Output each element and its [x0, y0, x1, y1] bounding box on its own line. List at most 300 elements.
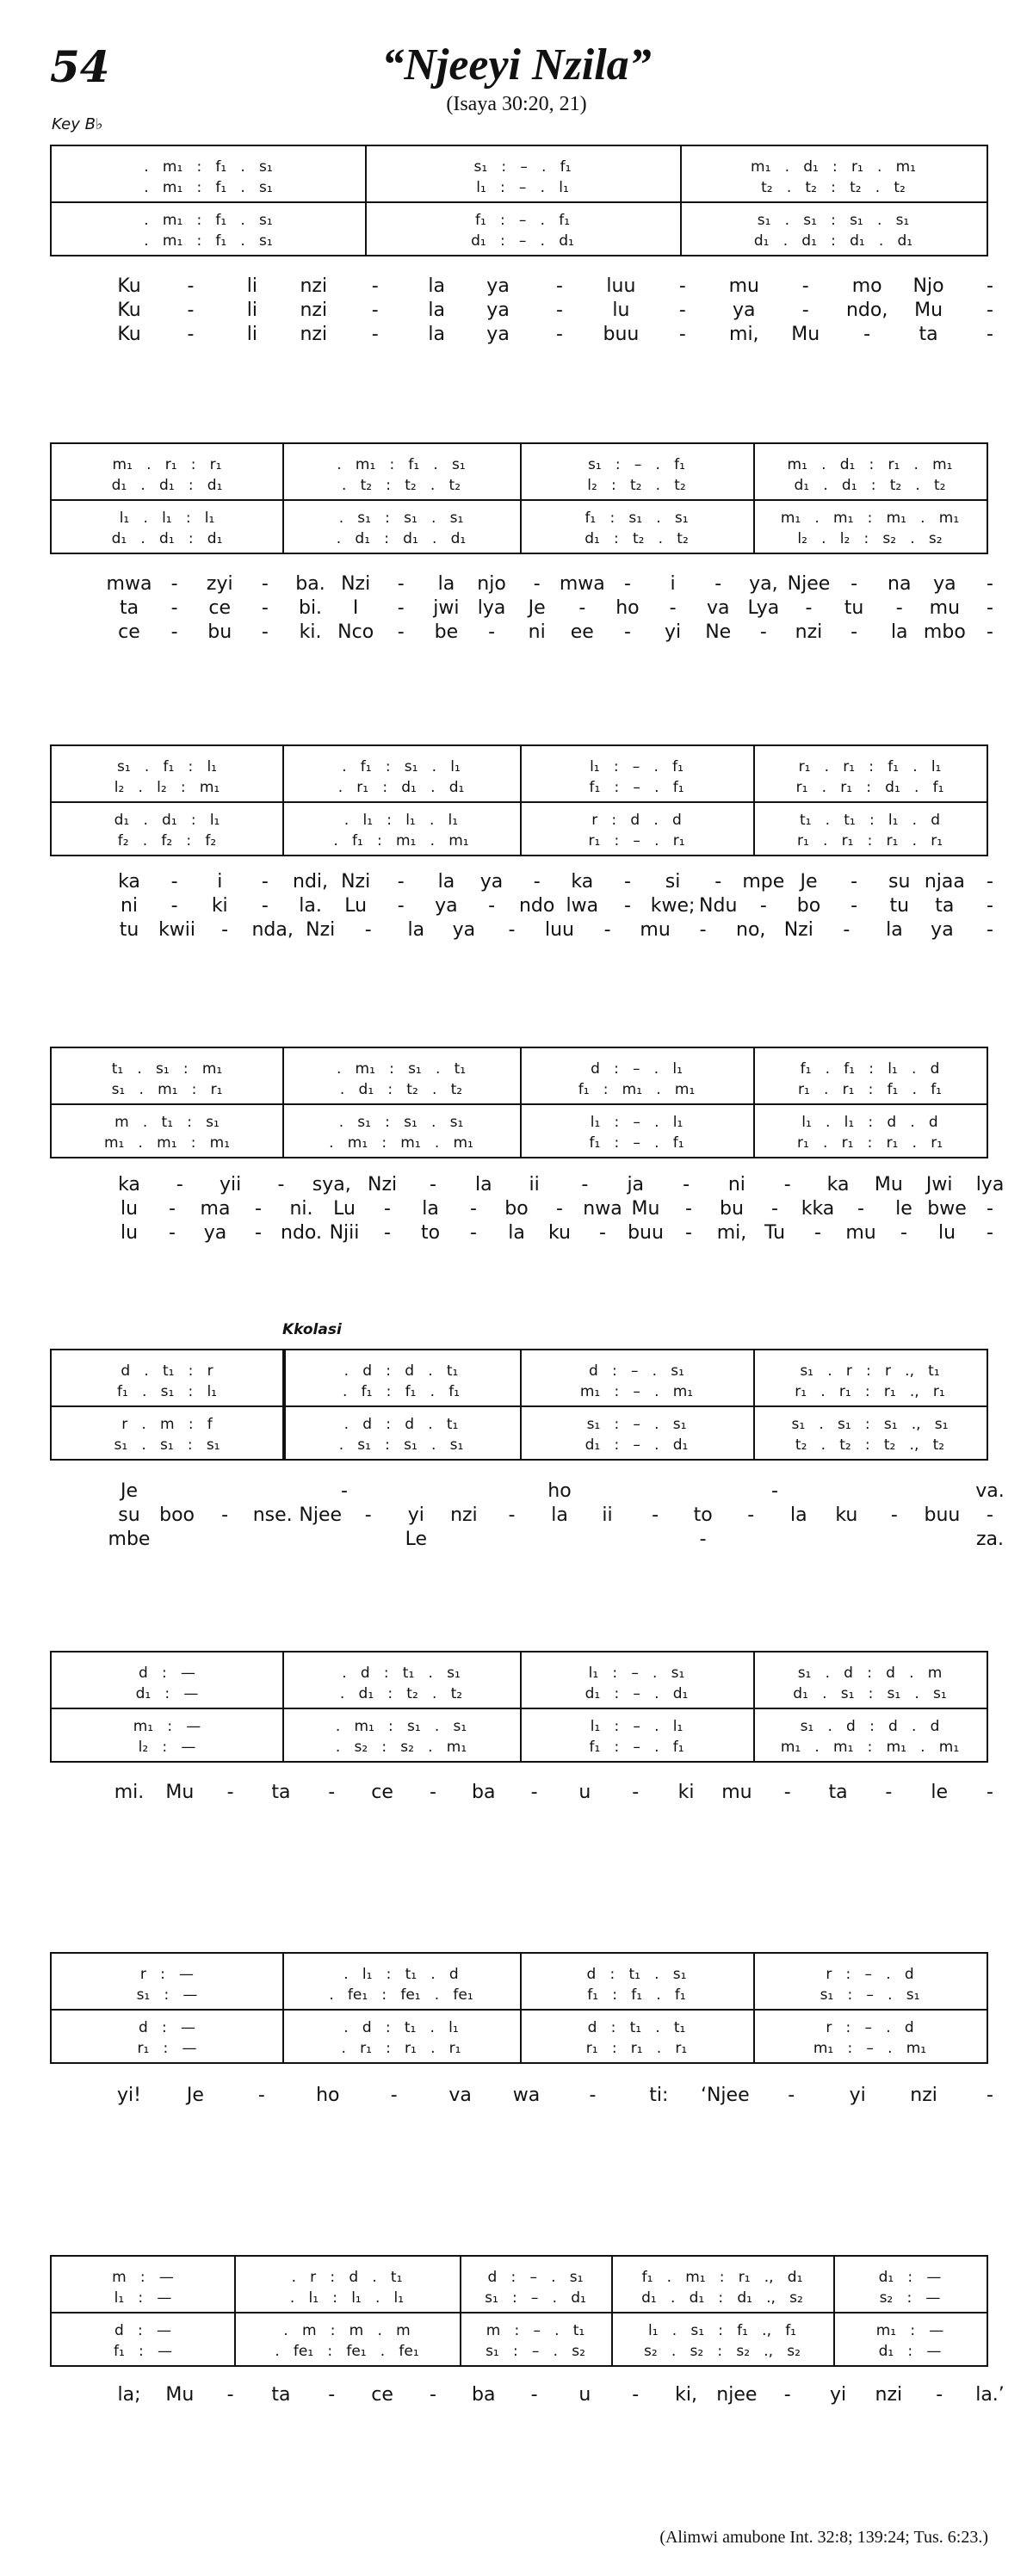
lyric-syllable: -: [987, 324, 993, 345]
lyric-syllable: -: [801, 300, 809, 321]
solfa-measure: l₂ : —: [138, 1739, 196, 1756]
voice-part-row: [52, 2341, 987, 2362]
solfa-measure: f₁ : – . f₁: [589, 1134, 684, 1152]
lyric-syllable: -: [851, 621, 858, 643]
voice-part-row: [52, 157, 987, 177]
solfa-measure: l₁ . s₁ : f₁ ., f₁: [647, 2322, 797, 2339]
lyric-syllable: -: [987, 871, 993, 893]
lyric-line: [0, 2382, 1033, 2408]
solfa-measure: s₁ : – . s₁: [820, 1986, 920, 2004]
lyric-syllable: -: [851, 895, 858, 917]
solfa-measure: d₁ : – . d₁: [471, 232, 574, 250]
lyric-syllable: -: [533, 573, 541, 595]
lyric-syllable: kwe;: [650, 895, 696, 917]
lyric-syllable: ki.: [299, 621, 322, 643]
lyric-line: [0, 1172, 1033, 1198]
lyric-syllable: yii: [220, 1174, 242, 1195]
lyric-syllable: to: [420, 1222, 441, 1244]
lyric-syllable: Ku: [117, 324, 141, 345]
lyric-syllable: lu: [937, 1222, 956, 1244]
lyric-syllable: -: [556, 1198, 563, 1220]
lyric-syllable: la.’: [975, 2384, 1005, 2406]
lyric-syllable: Nzi: [783, 919, 813, 941]
lyric-syllable: -: [814, 1222, 821, 1244]
lyric-syllable: zyi: [206, 573, 233, 595]
solfa-measure: r₁ : – . r₁: [588, 832, 685, 849]
voice-part-row: [52, 831, 987, 851]
lyric-syllable: -: [328, 1782, 336, 1803]
lyric-syllable: -: [900, 1222, 907, 1244]
voice-part-row: [52, 810, 987, 831]
lyric-syllable: le: [895, 1198, 912, 1220]
lyric-syllable: ka: [571, 871, 594, 893]
lyric-syllable: -: [683, 1174, 690, 1195]
lyric-syllable: -: [759, 621, 767, 643]
lyric-syllable: -: [805, 597, 813, 619]
solfa-measure: . r₁ : r₁ . r₁: [341, 2040, 461, 2057]
lyric-syllable: Jwi: [925, 1174, 953, 1195]
lyric-syllable: ti:: [649, 2085, 669, 2106]
lyric-syllable: la: [551, 1504, 568, 1526]
lyric-syllable: -: [987, 621, 993, 643]
lyric-syllable: njee: [716, 2384, 758, 2406]
lyric-syllable: ‘Njee: [700, 2085, 750, 2106]
lyric-syllable: luu: [545, 919, 574, 941]
lyric-syllable: ni: [120, 895, 139, 917]
lyric-syllable: ja: [627, 1174, 645, 1195]
lyric-syllable: -: [169, 1222, 176, 1244]
lyric-syllable: Tu: [764, 1222, 786, 1244]
solfa-measure: s₁ . s₁ : s₁: [114, 1436, 220, 1454]
lyric-syllable: Je: [528, 597, 546, 619]
solfa-measure: d : —: [139, 1665, 195, 1682]
lyric-syllable: ba: [472, 2384, 496, 2406]
solfa-measure: t₂ . t₂ : t₂ ., t₂: [795, 1436, 945, 1454]
lyric-syllable: -: [771, 1480, 778, 1502]
solfa-measure: d : – . s₁: [487, 2269, 584, 2286]
lyric-syllable: ba.: [295, 573, 325, 595]
lyric-syllable: nwa: [583, 1198, 622, 1220]
lyric-line: [0, 869, 1033, 895]
solfa-measure: s₁ : – . d₁: [485, 2289, 586, 2307]
lyric-syllable: -: [987, 300, 993, 321]
lyric-syllable: -: [176, 1174, 183, 1195]
lyric-syllable: la: [508, 1222, 525, 1244]
solfa-measure: d : t₁ . t₁: [587, 2019, 686, 2036]
staff-divider: [52, 499, 987, 501]
voice-part-row: [52, 1737, 987, 1757]
lyric-syllable: lwa: [566, 895, 599, 917]
voice-part-row: [52, 2320, 987, 2341]
solfa-measure: l₂ . l₂ : s₂ . s₂: [797, 530, 943, 547]
lyric-syllable: za.: [975, 1529, 1005, 1550]
lyric-syllable: -: [508, 919, 516, 941]
lyric-syllable: no,: [736, 919, 766, 941]
staff-system: [50, 744, 988, 856]
lyric-syllable: ya: [933, 573, 956, 595]
lyric-syllable: ce: [371, 1782, 393, 1803]
lyric-syllable: -: [371, 300, 379, 321]
lyric-syllable: buu: [603, 324, 640, 345]
solfa-measure: s₁ : – . s₂: [486, 2343, 585, 2360]
solfa-measure: d₁ . d₁ : l₁: [114, 812, 220, 829]
lyric-syllable: -: [530, 1782, 538, 1803]
lyric-syllable: boo: [159, 1504, 195, 1526]
voice-part-row: [52, 1716, 987, 1737]
solfa-measure: . t₂ : t₂ . t₂: [341, 477, 461, 494]
voice-part-row: [52, 2288, 987, 2308]
lyric-syllable: -: [397, 597, 405, 619]
lyric-syllable: -: [384, 1198, 391, 1220]
lyric-line: [0, 1479, 1033, 1504]
lyric-syllable: -: [987, 275, 993, 297]
lyric-syllable: -: [530, 2384, 538, 2406]
solfa-measure: . l₁ : l₁ . l₁: [289, 2289, 405, 2307]
lyric-syllable: Mu: [165, 2384, 195, 2406]
staff-divider: [52, 1708, 987, 1709]
lyric-line: [0, 917, 1033, 943]
lyric-syllable: -: [277, 1174, 285, 1195]
lyric-syllable: -: [987, 2085, 993, 2106]
lyric-syllable: Mu: [791, 324, 820, 345]
staff-system: [50, 442, 988, 554]
staff-system: [50, 145, 988, 256]
lyric-syllable: wa: [512, 2085, 541, 2106]
solfa-measure: m₁ : – . m₁: [579, 1383, 694, 1400]
solfa-measure: d₁ : —: [135, 1685, 199, 1702]
solfa-measure: . f₁ : f₁ . f₁: [343, 1383, 460, 1400]
lyric-syllable: la: [422, 1198, 439, 1220]
lyric-syllable: -: [390, 2085, 398, 2106]
lyric-syllable: -: [556, 300, 563, 321]
lyric-syllable: mi,: [716, 1222, 747, 1244]
lyric-syllable: la: [428, 275, 445, 297]
solfa-measure: . fe₁ : fe₁ . fe₁: [329, 1986, 473, 2004]
voice-part-row: [52, 1133, 987, 1153]
solfa-measure: d : —: [139, 2019, 195, 2036]
lyric-syllable: Mu: [165, 1782, 195, 1803]
lyric-syllable: ba: [472, 1782, 496, 1803]
solfa-measure: d₁ : – . d₁: [585, 1436, 689, 1454]
solfa-measure: . m₁ : m₁ . m₁: [329, 1134, 473, 1152]
lyric-syllable: Mu: [914, 300, 943, 321]
lyric-syllable: -: [987, 597, 993, 619]
lyric-syllable: ii: [602, 1504, 613, 1526]
solfa-measure: r₁ . r₁ : r₁ ., r₁: [795, 1383, 945, 1400]
solfa-measure: . d : d . t₁: [343, 1362, 459, 1380]
solfa-measure: r₁ : r₁ . r₁: [585, 2040, 688, 2057]
lyric-syllable: -: [170, 895, 178, 917]
lyric-syllable: -: [623, 621, 631, 643]
solfa-measure: . d : t₁ . l₁: [343, 2019, 459, 2036]
lyric-syllable: mbe: [108, 1529, 151, 1550]
scripture-reference: (Isaya 30:20, 21): [446, 93, 587, 115]
lyric-syllable: -: [632, 1782, 640, 1803]
solfa-measure: m₁ . m₁ : m₁: [103, 1134, 231, 1152]
lyric-syllable: mwa: [106, 573, 152, 595]
voice-part-row: [52, 1663, 987, 1683]
lyric-syllable: -: [652, 1504, 659, 1526]
lyric-syllable: bo: [796, 895, 821, 917]
lyric-line: [0, 274, 1033, 300]
lyric-syllable: ta: [919, 324, 938, 345]
solfa-measure: l₂ : t₂ . t₂: [587, 477, 686, 494]
lyric-syllable: mbo: [923, 621, 966, 643]
lyric-syllable: -: [759, 895, 767, 917]
solfa-measure: t₁ . t₁ : l₁ . d: [799, 812, 941, 829]
solfa-measure: . d₁ : t₂ . t₂: [339, 1685, 463, 1702]
lyric-syllable: lu: [612, 300, 630, 321]
lyric-syllable: -: [187, 324, 195, 345]
lyric-syllable: -: [685, 1222, 692, 1244]
lyric-syllable: kka: [801, 1198, 835, 1220]
staff-divider: [52, 2312, 987, 2313]
solfa-measure: r₁ . r₁ : d₁ . f₁: [795, 779, 944, 796]
lyric-syllable: va.: [975, 1480, 1005, 1502]
lyric-syllable: -: [699, 919, 707, 941]
lyric-syllable: to: [693, 1504, 713, 1526]
lyric-syllable: mu: [845, 1222, 876, 1244]
solfa-measure: d₁ : —: [878, 2269, 942, 2286]
lyric-syllable: -: [771, 1198, 778, 1220]
lyric-syllable: Nzi: [341, 871, 371, 893]
voice-part-row: [52, 1414, 987, 1435]
solfa-measure: . r : d . t₁: [291, 2269, 403, 2286]
lyric-syllable: njo: [477, 573, 506, 595]
lyric-syllable: -: [261, 871, 269, 893]
lyric-syllable: mo: [851, 275, 882, 297]
lyric-syllable: -: [678, 300, 686, 321]
lyric-syllable: Je: [186, 2085, 204, 2106]
lyric-syllable: Lya: [747, 597, 780, 619]
solfa-measure: . s₂ : s₂ . m₁: [335, 1739, 467, 1756]
lyric-line: [0, 620, 1033, 646]
lyric-syllable: Ndu: [699, 895, 738, 917]
lyric-syllable: Lu: [344, 895, 368, 917]
solfa-measure: r₁ : —: [137, 2040, 197, 2057]
solfa-measure: l₁ : —: [114, 2289, 172, 2307]
lyric-syllable: bwe: [927, 1198, 967, 1220]
lyric-syllable: -: [371, 275, 379, 297]
voice-part-row: [52, 1112, 987, 1133]
solfa-measure: m . t₁ : s₁: [114, 1114, 220, 1131]
lyric-syllable: ce: [208, 597, 232, 619]
lyric-syllable: ndi,: [293, 871, 329, 893]
lyric-syllable: -: [747, 1504, 755, 1526]
voice-part-row: [52, 508, 987, 528]
lyric-syllable: ya: [203, 1222, 227, 1244]
lyric-syllable: Ku: [117, 275, 141, 297]
lyric-syllable: va: [448, 2085, 472, 2106]
lyric-syllable: lu: [120, 1222, 139, 1244]
lyric-syllable: bo: [504, 1198, 529, 1220]
staff-system: [50, 1952, 988, 2064]
lyric-syllable: -: [987, 1222, 993, 1244]
lyric-syllable: -: [678, 324, 686, 345]
solfa-measure: s₁ : —: [136, 1986, 198, 2004]
lyric-syllable: -: [669, 597, 677, 619]
lyric-syllable: -: [863, 324, 871, 345]
solfa-measure: . f₁ : s₁ . l₁: [342, 758, 461, 775]
lyric-syllable: -: [533, 871, 541, 893]
lyric-syllable: -: [623, 895, 631, 917]
lyric-syllable: -: [170, 573, 178, 595]
lyric-syllable: Mu: [874, 1174, 903, 1195]
solfa-measure: f₁ . m₁ : r₁ ., d₁: [641, 2269, 803, 2286]
lyric-syllable: Le: [405, 1529, 428, 1550]
lyric-syllable: mu: [728, 275, 759, 297]
lyric-syllable: -: [699, 1529, 707, 1550]
lyric-syllable: la: [437, 573, 455, 595]
solfa-measure: f₁ : – . f₁: [474, 212, 571, 229]
lyric-syllable: -: [890, 1504, 898, 1526]
lyric-syllable: -: [578, 597, 586, 619]
lyric-syllable: ho: [316, 2085, 340, 2106]
solfa-measure: s₁ . r : r ., t₁: [800, 1362, 940, 1380]
solfa-measure: . m₁ : f₁ . s₁: [144, 158, 273, 176]
lyric-syllable: Je: [800, 871, 818, 893]
lyric-syllable: -: [429, 1174, 436, 1195]
lyric-syllable: la: [428, 300, 445, 321]
lyric-syllable: -: [603, 919, 611, 941]
lyric-syllable: ya: [479, 871, 504, 893]
lyric-syllable: su: [888, 871, 911, 893]
lyric-syllable: Njo: [912, 275, 944, 297]
solfa-measure: d₁ . d₁ : t₂ . t₂: [794, 477, 946, 494]
lyric-syllable: buu: [924, 1504, 961, 1526]
lyric-syllable: yi: [665, 621, 682, 643]
lyric-syllable: ya,: [749, 573, 778, 595]
lyric-syllable: ya: [931, 919, 954, 941]
solfa-measure: r : – . d: [826, 2019, 914, 2036]
lyric-syllable: -: [783, 1174, 791, 1195]
solfa-measure: r₁ . r₁ : r₁ . r₁: [796, 1134, 943, 1152]
lyric-syllable: ndo: [518, 895, 555, 917]
lyric-syllable: nzi: [300, 275, 328, 297]
lyric-syllable: -: [556, 275, 563, 297]
lyric-syllable: -: [470, 1198, 477, 1220]
lyric-syllable: -: [851, 871, 858, 893]
hymn-title: “Njeeyi Nzila”: [381, 40, 652, 90]
solfa-measure: f₁ : – . f₁: [589, 779, 684, 796]
lyric-syllable: -: [170, 621, 178, 643]
staff-divider: [52, 1405, 987, 1407]
lyric-syllable: lya: [975, 1174, 1005, 1195]
lyric-syllable: ka: [826, 1174, 850, 1195]
voice-part-row: [52, 528, 987, 549]
lyric-syllable: Mu: [631, 1198, 660, 1220]
lyric-syllable: -: [987, 919, 993, 941]
lyric-syllable: Njee: [787, 573, 831, 595]
lyric-syllable: mpe: [742, 871, 785, 893]
solfa-measure: . m₁ : s₁ . s₁: [335, 1718, 467, 1735]
lyric-syllable: -: [169, 1198, 176, 1220]
lyric-syllable: u: [578, 1782, 591, 1803]
lyric-syllable: bi.: [298, 597, 323, 619]
lyric-syllable: Je: [120, 1480, 139, 1502]
lyric-syllable: -: [221, 1504, 229, 1526]
solfa-measure: m : —: [112, 2269, 174, 2286]
lyric-line: [0, 1503, 1033, 1529]
lyric-syllable: ya: [486, 300, 510, 321]
solfa-measure: m₁ . m₁ : m₁ . m₁: [780, 510, 960, 527]
lyric-syllable: -: [341, 1480, 348, 1502]
lyric-syllable: -: [987, 573, 993, 595]
solfa-measure: r : —: [139, 1966, 195, 1983]
voice-part-row: [52, 1964, 987, 1985]
lyric-syllable: ho: [547, 1480, 572, 1502]
solfa-measure: f₁ . f₁ : l₁ . d: [800, 1060, 940, 1078]
solfa-measure: s₁ . s₁ : s₁ . s₁: [757, 212, 910, 229]
solfa-measure: s₁ . s₁ : s₁ ., s₁: [791, 1416, 949, 1433]
solfa-measure: r . m : f: [121, 1416, 213, 1433]
lyric-syllable: -: [685, 1198, 692, 1220]
lyric-syllable: -: [221, 919, 229, 941]
voice-part-row: [52, 1985, 987, 2005]
solfa-measure: . m₁ : f₁ . s₁: [144, 179, 273, 196]
lyric-syllable: u: [578, 2384, 591, 2406]
solfa-measure: . d : t₁ . s₁: [342, 1665, 461, 1682]
voice-part-row: [52, 2017, 987, 2038]
lyric-syllable: -: [783, 2384, 791, 2406]
lyric-syllable: ya: [486, 324, 510, 345]
solfa-measure: . d₁ : t₂ . t₂: [339, 1081, 463, 1098]
lyric-syllable: la: [474, 1174, 492, 1195]
lyric-syllable: ta: [271, 1782, 291, 1803]
lyric-syllable: su: [118, 1504, 140, 1526]
lyric-syllable: -: [397, 895, 405, 917]
lyric-syllable: ya: [452, 919, 476, 941]
solfa-measure: . m₁ : f₁ . s₁: [337, 456, 466, 473]
solfa-measure: . fe₁ : fe₁ . fe₁: [275, 2343, 419, 2360]
solfa-measure: m : – . t₁: [486, 2322, 585, 2339]
solfa-measure: d : – . s₁: [589, 1362, 684, 1380]
solfa-measure: s₁ . d : d . m: [797, 1665, 943, 1682]
lyric-syllable: -: [987, 1504, 993, 1526]
lyric-syllable: bu: [207, 621, 232, 643]
solfa-measure: m₁ . r₁ : r₁: [112, 456, 222, 473]
solfa-measure: l₁ : – . f₁: [590, 758, 684, 775]
voice-part-row: [52, 1381, 987, 1402]
lyric-syllable: -: [987, 1198, 993, 1220]
solfa-measure: . l₁ : l₁ . l₁: [343, 812, 459, 829]
lyric-syllable: Ku: [117, 300, 141, 321]
staff-system: [50, 1047, 988, 1158]
lyric-syllable: -: [987, 895, 993, 917]
solfa-measure: l₁ . l₁ : l₁: [119, 510, 215, 527]
solfa-measure: f₁ . s₁ : l₁: [117, 1383, 217, 1400]
solfa-measure: f₁ : m₁ . m₁: [578, 1081, 696, 1098]
lyric-syllable: -: [429, 2384, 436, 2406]
voice-part-row: [52, 777, 987, 798]
chorus-label: Kkolasi: [282, 1321, 342, 1338]
solfa-measure: s₁ . d : d . d: [800, 1718, 940, 1735]
lyric-syllable: ta: [935, 895, 955, 917]
solfa-measure: d : – . l₁: [591, 1060, 683, 1078]
lyric-syllable: yi: [829, 2384, 847, 2406]
solfa-measure: d₁ : —: [878, 2343, 942, 2360]
lyric-syllable: yi: [849, 2085, 866, 2106]
solfa-measure: s₁ . m₁ : r₁: [111, 1081, 223, 1098]
lyric-syllable: -: [328, 2384, 336, 2406]
lyric-syllable: ya: [486, 275, 510, 297]
lyric-syllable: -: [783, 1782, 791, 1803]
staff-system: [50, 1349, 988, 1461]
solfa-measure: f₁ : f₁ . f₁: [587, 1986, 686, 2004]
lyric-syllable: -: [788, 2085, 795, 2106]
solfa-measure: f₁ : – . f₁: [589, 1739, 684, 1756]
staff-divider: [52, 201, 987, 203]
